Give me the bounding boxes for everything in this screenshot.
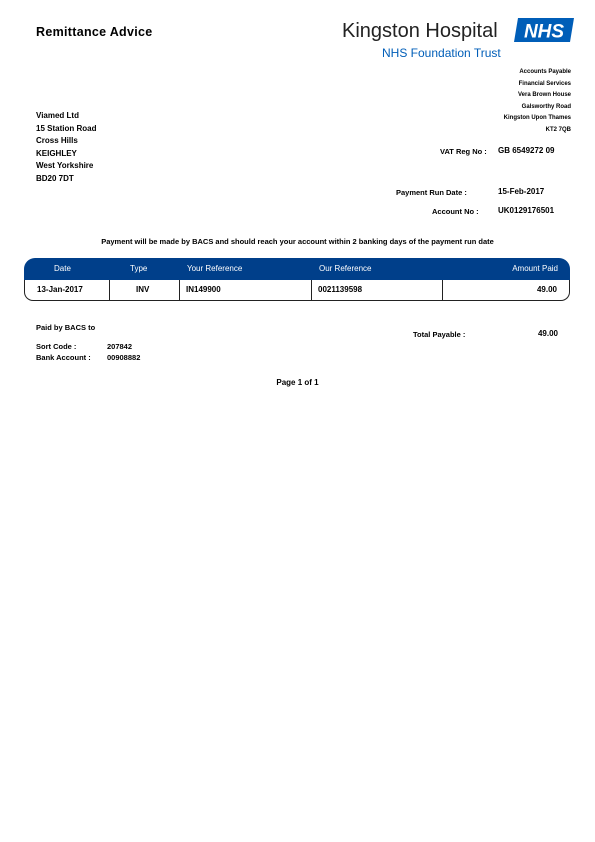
trust-name: NHS Foundation Trust xyxy=(382,46,501,60)
department-line: Vera Brown House xyxy=(517,92,571,99)
page-number: Page 1 of 1 xyxy=(276,378,319,387)
payment-run-label: Payment Run Date : xyxy=(396,188,467,197)
payment-notice: Payment will be made by BACS and should reach your account within 2 banking days of the payment run date xyxy=(101,237,494,246)
table-header xyxy=(24,258,570,280)
department-line: Galsworthy Road xyxy=(521,103,571,110)
supplier-address xyxy=(36,110,96,185)
hospital-name: Kingston Hospital xyxy=(342,20,498,42)
bacs-title: Paid by BACS to xyxy=(36,323,96,332)
vat-value: GB 6549272 09 xyxy=(498,146,555,155)
department-line: Financial Services xyxy=(518,80,571,87)
supplier-line: KEIGHLEY xyxy=(36,148,77,158)
column-header-amount-paid: Amount Paid xyxy=(512,264,558,273)
cell-date: 13-Jan-2017 xyxy=(37,285,83,294)
column-header-our-reference: Our Reference xyxy=(319,264,372,273)
sort-code-value: 207842 xyxy=(107,342,133,351)
remittance-table xyxy=(24,258,570,301)
bank-account-label: Bank Account : xyxy=(36,353,91,362)
cell-our-reference: 0021139598 xyxy=(318,285,363,294)
supplier-line: Cross Hills xyxy=(36,136,78,145)
cell-type: INV xyxy=(136,285,150,294)
supplier-line: West Yorkshire xyxy=(36,161,94,170)
table-row xyxy=(24,280,570,301)
column-divider xyxy=(179,280,180,300)
total-payable-value: 49.00 xyxy=(537,329,558,338)
account-value: UK0129176501 xyxy=(498,206,555,215)
column-header-your-reference: Your Reference xyxy=(187,264,243,273)
account-label: Account No : xyxy=(432,207,479,216)
column-header-date: Date xyxy=(54,264,71,273)
sort-code-label: Sort Code : xyxy=(36,342,77,351)
column-divider xyxy=(311,280,312,300)
bank-account-value: 00908882 xyxy=(107,353,141,362)
supplier-line: 15 Station Road xyxy=(36,123,97,133)
column-header-type: Type xyxy=(130,264,148,273)
department-line: Accounts Payable xyxy=(519,69,571,75)
supplier-line: BD20 7DT xyxy=(36,173,74,183)
supplier-line: Viamed Ltd xyxy=(36,111,79,120)
vat-label: VAT Reg No : xyxy=(440,147,487,156)
department-address xyxy=(504,67,571,137)
department-line: KT2 7QB xyxy=(545,126,571,133)
column-divider xyxy=(109,280,110,300)
cell-your-reference: IN149900 xyxy=(186,285,221,294)
cell-amount: 49.00 xyxy=(536,285,557,294)
total-payable-label: Total Payable : xyxy=(413,330,466,339)
nhs-logo xyxy=(514,18,574,42)
column-divider xyxy=(442,280,443,300)
department-line: Kingston Upon Thames xyxy=(503,115,571,122)
document-title: Remittance Advice xyxy=(36,25,153,39)
payment-run-value: 15-Feb-2017 xyxy=(498,187,545,196)
nhs-logo-text: NHS xyxy=(523,21,565,42)
